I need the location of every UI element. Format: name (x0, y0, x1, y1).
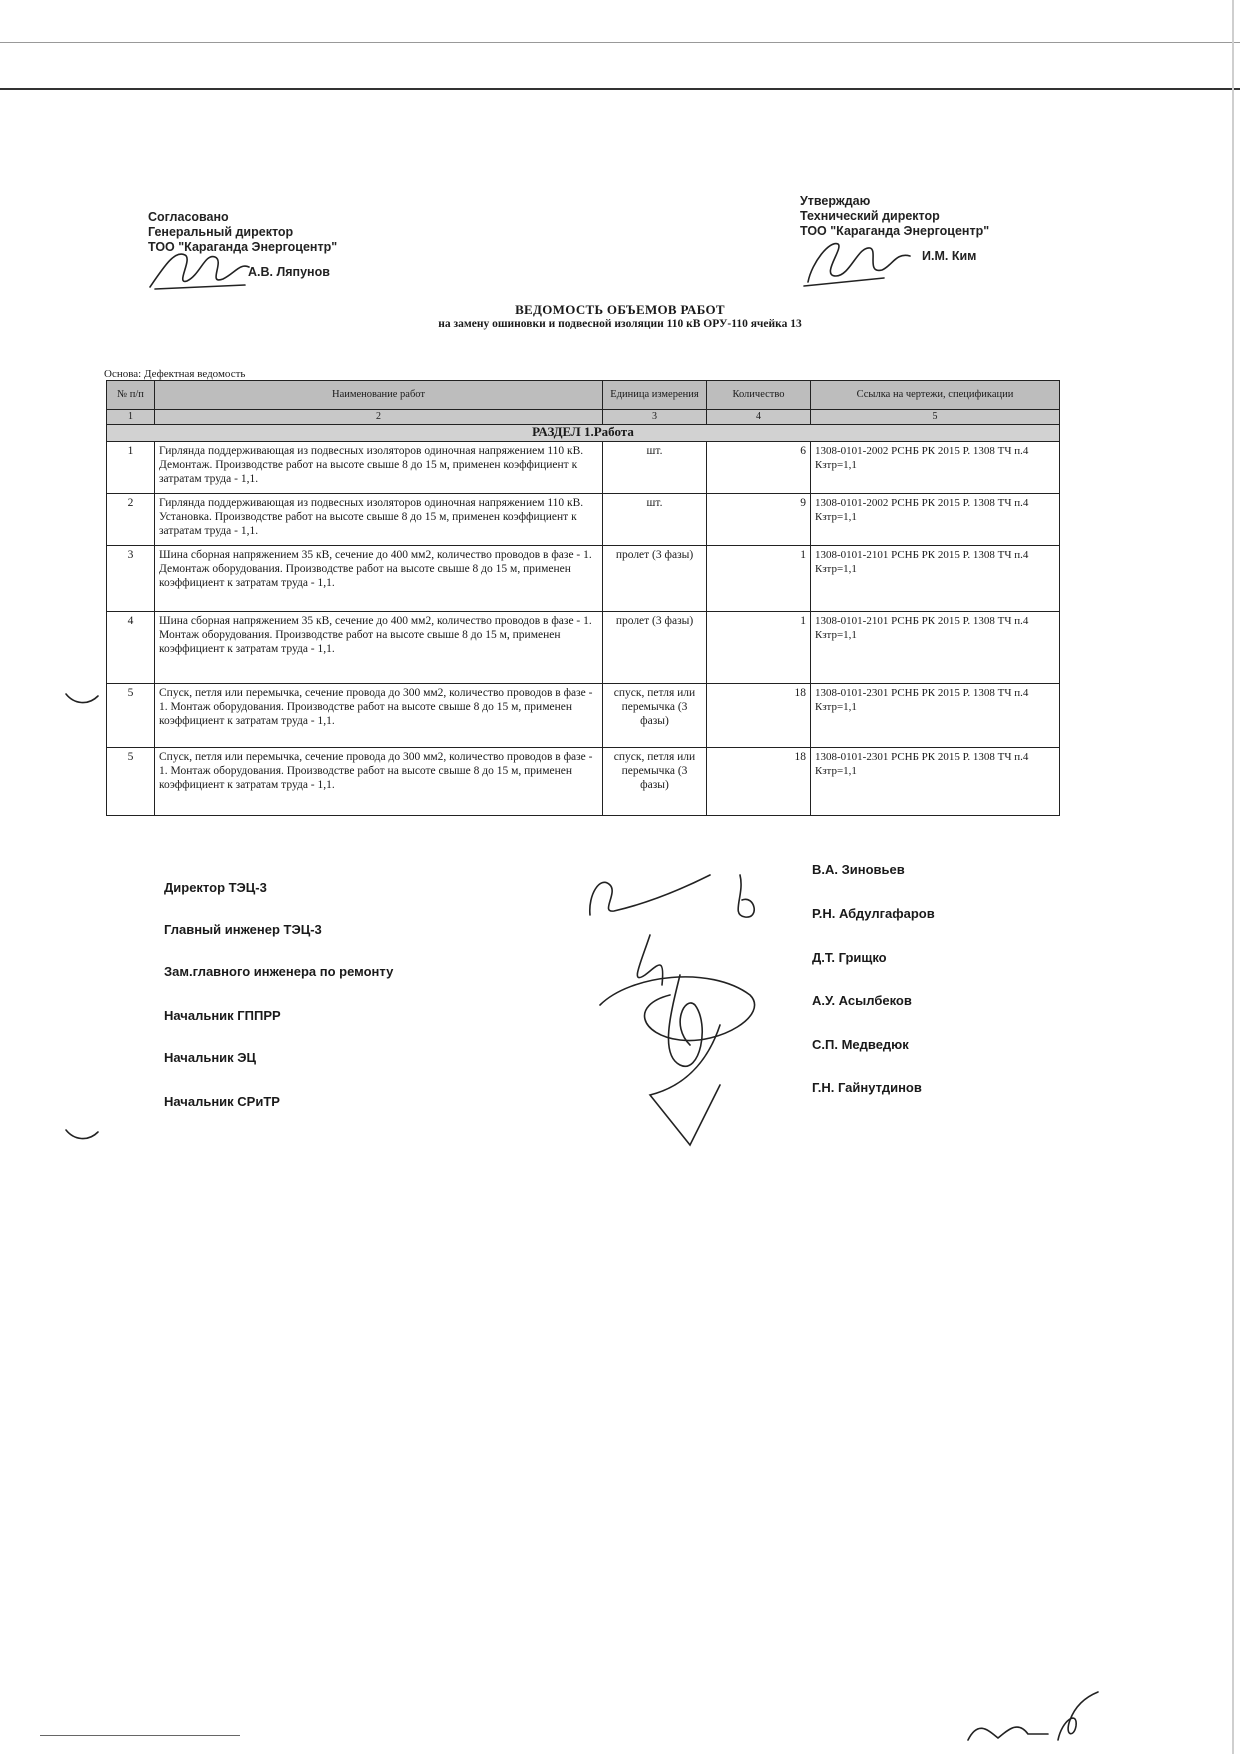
signer-position: Главный инженер ТЭЦ-3 (164, 922, 322, 937)
approval-left-position: Генеральный директор (148, 225, 294, 239)
row-num: 1 (107, 442, 155, 494)
row-ref: 1308-0101-2101 РСНБ РК 2015 Р. 1308 ТЧ п.4 Кзтр=1,1 (811, 612, 1060, 684)
row-unit: спуск, петля или перемычка (3 фазы) (603, 748, 707, 816)
section-title: РАЗДЕЛ 1.Работа (107, 425, 1060, 442)
approval-left-status: Согласовано (148, 210, 229, 224)
table-row (107, 494, 1060, 546)
scan-line-bottom (40, 1735, 240, 1736)
row-name: Гирлянда поддерживающая из подвесных изоляторов одиночная напряжением 110 кВ. Демонтаж. Производстве работ на высоте свыше 8 до 15 м, применен коэффициент к затратам труда - 1,1. (155, 442, 603, 494)
row-unit: пролет (3 фазы) (603, 612, 707, 684)
scan-edge (1232, 0, 1234, 1754)
margin-mark (64, 690, 104, 710)
row-ref: 1308-0101-2002 РСНБ РК 2015 Р. 1308 ТЧ п.4 Кзтр=1,1 (811, 442, 1060, 494)
row-qty: 1 (707, 546, 811, 612)
row-ref: 1308-0101-2301 РСНБ РК 2015 Р. 1308 ТЧ п.4 Кзтр=1,1 (811, 684, 1060, 748)
signature-kim (800, 232, 920, 292)
works-table (106, 380, 1060, 816)
signature-cluster (570, 855, 800, 1155)
column-number: 1 (107, 410, 155, 425)
margin-mark (64, 1126, 104, 1146)
signer-name: Р.Н. Абдулгафаров (812, 906, 935, 921)
signature-lyapunov (145, 245, 255, 295)
signer-position: Начальник ЭЦ (164, 1050, 257, 1065)
approval-right-status: Утверждаю (800, 194, 871, 208)
signer-position: Начальник СРиТР (164, 1094, 280, 1109)
approval-left-company: ТОО "Караганда Энергоцентр" (148, 240, 338, 254)
basis-label: Основа: Дефектная ведомость (104, 368, 246, 380)
signer-name: Г.Н. Гайнутдинов (812, 1080, 922, 1095)
signer-position: Зам.главного инженера по ремонту (164, 964, 394, 979)
header-num: № п/п (107, 381, 155, 410)
table-row (107, 684, 1060, 748)
row-name: Спуск, петля или перемычка, сечение провода до 300 мм2, количество проводов в фазе - 1. Монтаж оборудования. Производстве работ на высоте свыше 8 до 15 м, применен коэффициент к затратам труда - 1,1. (155, 684, 603, 748)
approval-right-name: И.М. Ким (922, 249, 977, 263)
table-row (107, 748, 1060, 816)
table-header-row (107, 381, 1060, 410)
row-name: Шина сборная напряжением 35 кВ, сечение до 400 мм2, количество проводов в фазе - 1. Демонтаж оборудования. Производстве работ на высоте свыше 8 до 15 м, применен коэффициент к затратам труда - 1,1. (155, 546, 603, 612)
table-column-numbers (107, 410, 1060, 425)
row-unit: пролет (3 фазы) (603, 546, 707, 612)
row-num: 5 (107, 748, 155, 816)
header-name: Наименование работ (155, 381, 603, 410)
row-name: Спуск, петля или перемычка, сечение провода до 300 мм2, количество проводов в фазе - 1. Монтаж оборудования. Производстве работ на высоте свыше 8 до 15 м, применен коэффициент к затратам труда - 1,1. (155, 748, 603, 816)
section-row (107, 425, 1060, 442)
row-num: 3 (107, 546, 155, 612)
table-row (107, 442, 1060, 494)
row-ref: 1308-0101-2101 РСНБ РК 2015 Р. 1308 ТЧ п.4 Кзтр=1,1 (811, 546, 1060, 612)
approval-right-position: Технический директор (800, 209, 940, 223)
signer-position: Директор ТЭЦ-3 (164, 880, 267, 895)
document-subtitle: на замену ошиновки и подвесной изоляции 110 кВ ОРУ-110 ячейка 13 (438, 318, 802, 330)
scan-line-header (0, 88, 1240, 90)
row-unit: шт. (603, 494, 707, 546)
row-qty: 18 (707, 748, 811, 816)
column-number: 2 (155, 410, 603, 425)
column-number: 3 (603, 410, 707, 425)
row-num: 4 (107, 612, 155, 684)
column-number: 5 (811, 410, 1060, 425)
table-row (107, 612, 1060, 684)
table-row (107, 546, 1060, 612)
approval-right-company: ТОО "Караганда Энергоцентр" (800, 224, 990, 238)
header-qty: Количество (707, 381, 811, 410)
initials-bottom (958, 1690, 1118, 1750)
signer-name: А.У. Асылбеков (812, 993, 912, 1008)
row-qty: 18 (707, 684, 811, 748)
row-ref: 1308-0101-2301 РСНБ РК 2015 Р. 1308 ТЧ п.4 Кзтр=1,1 (811, 748, 1060, 816)
signer-name: Д.Т. Грищко (812, 950, 887, 965)
header-ref: Ссылка на чертежи, спецификации (811, 381, 1060, 410)
row-name: Шина сборная напряжением 35 кВ, сечение до 400 мм2, количество проводов в фазе - 1. Монтаж оборудования. Производстве работ на высоте свыше 8 до 15 м, применен коэффициент к затратам труда - 1,1. (155, 612, 603, 684)
row-ref: 1308-0101-2002 РСНБ РК 2015 Р. 1308 ТЧ п.4 Кзтр=1,1 (811, 494, 1060, 546)
document-title: ВЕДОМОСТЬ ОБЪЕМОВ РАБОТ (515, 302, 725, 317)
row-num: 2 (107, 494, 155, 546)
scan-line-top (0, 42, 1240, 43)
row-num: 5 (107, 684, 155, 748)
signer-name: С.П. Медведюк (812, 1037, 909, 1052)
row-unit: шт. (603, 442, 707, 494)
row-qty: 1 (707, 612, 811, 684)
row-qty: 6 (707, 442, 811, 494)
row-unit: спуск, петля или перемычка (3 фазы) (603, 684, 707, 748)
signer-name: В.А. Зиновьев (812, 862, 905, 877)
row-qty: 9 (707, 494, 811, 546)
signer-position: Начальник ГППРР (164, 1008, 281, 1023)
approval-left-name: А.В. Ляпунов (248, 265, 330, 279)
header-unit: Единица измерения (603, 381, 707, 410)
row-name: Гирлянда поддерживающая из подвесных изоляторов одиночная напряжением 110 кВ. Установка. Производстве работ на высоте свыше 8 до 15 м, применен коэффициент к затратам труда - 1,1. (155, 494, 603, 546)
column-number: 4 (707, 410, 811, 425)
